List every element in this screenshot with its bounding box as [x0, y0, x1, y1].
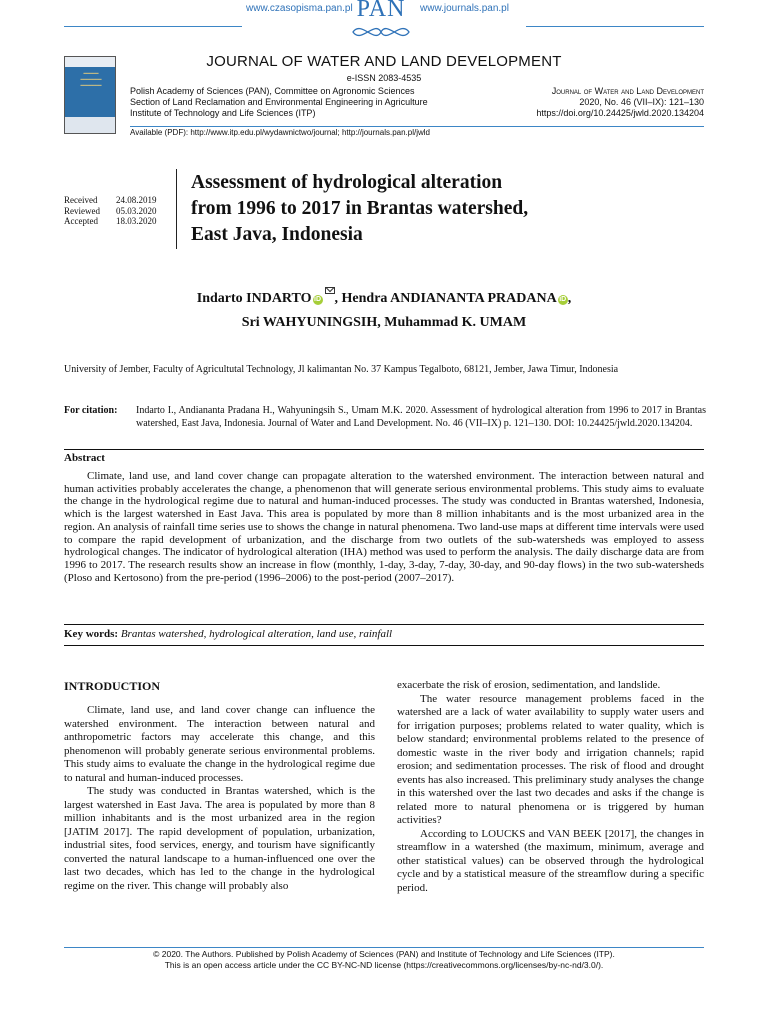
date-label: Reviewed [64, 205, 100, 216]
author-name: , Hendra ANDIANANTA PRADANA [334, 291, 557, 306]
date-label: Accepted [64, 216, 98, 226]
pan-logo-text: PAN [356, 0, 406, 22]
paragraph: exacerbate the risk of erosion, sedimentation, and landslide. [397, 679, 661, 691]
pan-logo [345, 0, 417, 46]
title-line: from 1996 to 2017 in Brantas watershed, [191, 198, 529, 219]
publisher-block [130, 86, 428, 119]
abstract-heading: Abstract [64, 452, 105, 464]
title-line: Assessment of hydrological alteration [191, 172, 503, 193]
masthead-rule-right [526, 26, 704, 27]
keywords [64, 628, 704, 640]
journal-title: JOURNAL OF WATER AND LAND DEVELOPMENT [206, 53, 562, 70]
date-value: 18.03.2020 [116, 216, 157, 226]
article-dates [64, 195, 157, 227]
journal-info-block [420, 86, 704, 119]
journal-name: Journal of Water and Land Development [551, 86, 704, 96]
orcid-icon[interactable]: iD [314, 296, 322, 303]
citation-text: Indarto I., Andiananta Pradana H., Wahyuningsih S., Umam M.K. 2020. Assessment of hydrological alteration from 1996 to 2017 in Brantas watershed, East Java, Indonesia. Journal of Water and Land Development. No. 46 (VII–IX) p. 121–130. DOI: 10.24425/jwld.2020.134204. [136, 405, 706, 429]
masthead-rule-bottom [130, 126, 704, 127]
author-separator: , [567, 291, 572, 306]
footer-rule [64, 947, 704, 948]
paragraph: The study was conducted in Brantas watershed, which is the largest watershed in East Java. The area is populated by more than 8 million inhabitants and is the most urbanized area in the region [JATIM 2017]. The rapid development of population, urbanization, industrial sites, food services, energy, and tourism have significantly converted the natural landscape to a human-influenced one over the last two decades, which has led to the change in the hydrological regime on the river. This change will probably also [64, 785, 375, 892]
publisher-line: Polish Academy of Sciences (PAN), Committee on Agronomic Sciences [130, 86, 415, 96]
publisher-line: Section of Land Reclamation and Environmental Engineering in Agriculture [130, 97, 428, 107]
doi-link[interactable]: https://doi.org/10.24425/jwld.2020.134204 [536, 108, 704, 118]
citation-label: For citation: [64, 405, 118, 416]
keywords-rule-bottom [64, 645, 704, 646]
paragraph: Climate, land use, and land cover change can influence the watershed environment. The interaction between natural and anthropometric factors may accelerate this change, and this phenomenon will probably generate serious environmental problems. This study aims to evaluate the change in the hydrological regime due to natural and human-induced processes. [64, 704, 375, 784]
publisher-line: Institute of Technology and Life Sciences (ITP) [130, 108, 316, 118]
author-line-2: Sri WAHYUNINGSIH, Muhammad K. UMAM [241, 315, 527, 330]
date-value: 24.08.2019 [116, 195, 157, 205]
abstract-text: Climate, land use, and land cover change can propagate alteration to the watershed environment. The interaction between natural and human activities probably accelerates the change, a phenomenon that will generate serious environmental problems. This study aims to evaluate the change in the hydrological regime due to natural and human-induced processes. The study was conducted in Brantas watershed, Indonesia, which is the largest watershed in East Java. This area is populated by more than 8 million inhabitants and is the most urbanized area in the region. An analysis of rainfall time series use to shows the change in natural phenomena. Two land-use maps at different time intervals were used to compare the rapid development of urbanization, and the discharge from two outlets of the sub-watersheds was employed to assess hydrological changes. The indicator of hydrological alteration (IHA) method was used to perform the analysis. The daily discharge data are from 1996 to 2017. The research results show an increase in flow (monthly, 1-day, 3-day, 7-day, 30-day, and 90-day flows) in the two sub-watersheds (Ploso and Kertosono) from the pre-period (1996–2006) to the post-period (2007–2017). [64, 470, 705, 584]
date-label: Received [64, 195, 98, 205]
publisher-url-left[interactable]: www.czasopisma.pan.pl [246, 3, 353, 14]
journal-cover-thumbnail [64, 56, 116, 134]
issue-info: 2020, No. 46 (VII–IX): 121–130 [579, 97, 704, 107]
license-line[interactable]: This is an open access article under the CC BY-NC-ND license (https://creativecommons.org/licenses/by-nc-nd/3.0/). [164, 960, 604, 970]
keywords-rule-top [64, 624, 704, 625]
masthead-rule-left [64, 26, 242, 27]
email-icon[interactable] [325, 287, 335, 294]
orcid-icon[interactable]: iD [559, 296, 567, 303]
author-list [0, 287, 768, 335]
affiliation: University of Jember, Faculty of Agricultutal Technology, Jl kalimantan No. 37 Kampus Tegalboto, 68121, Jember, Jawa Timur, Indonesia [64, 364, 619, 375]
paragraph: The water resource management problems faced in the watershed are a lack of water availability to supply water users and for irrigation purposes; problems related to water quality, which is below standard; environmental problems related to the presence of domestic waste in the river body and irrigation channels; rapid erosion; and sedimentation processes. The risk of flood and drought events has also increased. This preliminary study analyses the change in this watershed over the last two decades and asks if the change is related more to natural phenomena or is triggered by human activities? [397, 692, 704, 826]
body-column-right [397, 679, 704, 895]
pan-infinity-icon [345, 22, 417, 42]
author-name: Indarto INDARTO [196, 291, 312, 306]
abstract-rule [64, 449, 704, 450]
publisher-url-right[interactable]: www.journals.pan.pl [420, 3, 509, 14]
eissn: e-ISSN 2083-4535 [346, 73, 422, 83]
title-line: East Java, Indonesia [191, 224, 363, 245]
paper-title [191, 170, 691, 248]
keywords-text: Brantas watershed, hydrological alteration, land use, rainfall [120, 628, 393, 640]
introduction-heading: INTRODUCTION [64, 679, 161, 693]
cover-title-art: ━━━━━ ━━━━━━━ ━━━━━━━ [80, 71, 102, 89]
available-links[interactable]: Available (PDF): http://www.itp.edu.pl/wydawnictwo/journal; http://journals.pan.pl/jwld [130, 128, 430, 137]
license-footer [0, 949, 768, 971]
body-column-left [64, 704, 375, 893]
date-value: 05.03.2020 [116, 205, 157, 216]
keywords-label: Key words: [64, 628, 119, 640]
title-divider [176, 169, 177, 249]
copyright-line: © 2020. The Authors. Published by Polish Academy of Sciences (PAN) and Institute of Technology and Life Sciences (ITP). [153, 949, 615, 959]
paragraph: According to LOUCKS and VAN BEEK [2017], the changes in streamflow in a watershed (the maximum, minimum, average and other statistical values) can be observed through the hydrological cycle and by a statistical measure of the streamflow during a specific period. [397, 827, 704, 894]
